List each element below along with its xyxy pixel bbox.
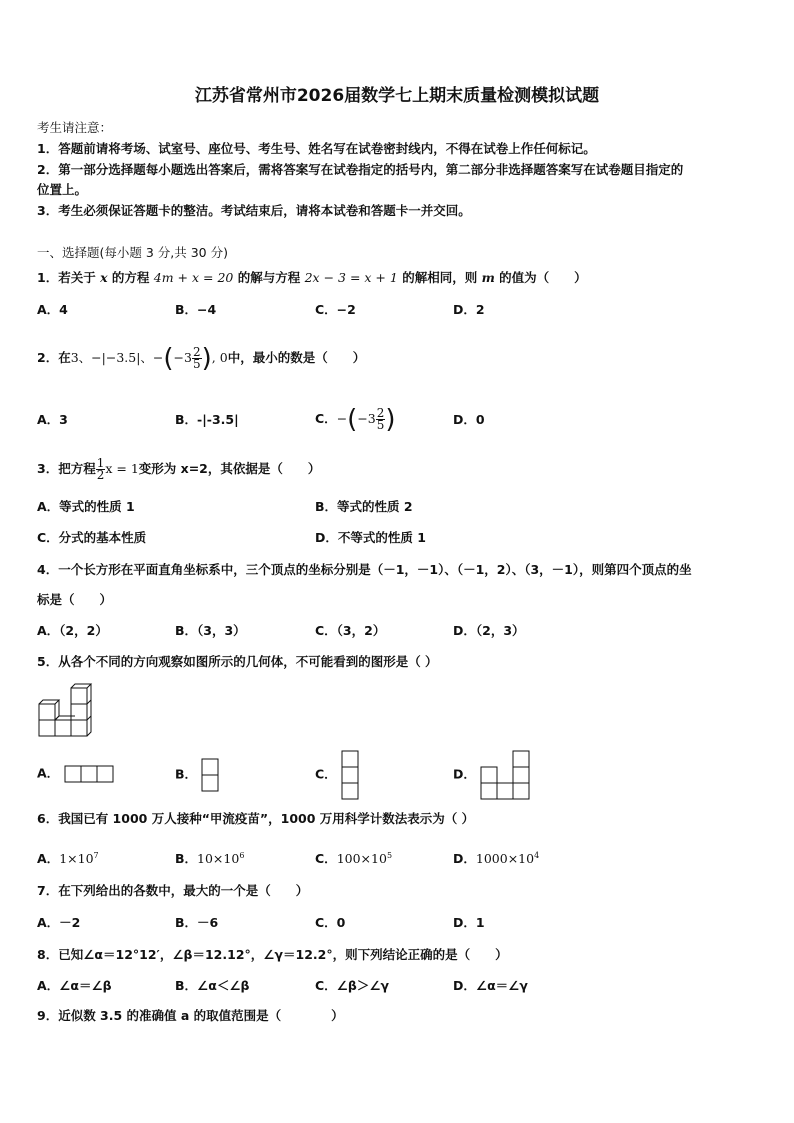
q2-option-c-fraction: [376, 408, 386, 431]
q1-equation-2: 2x − 3 = x + 1: [304, 270, 398, 285]
q5-option-a-shape: [64, 765, 114, 783]
q7-option-d[interactable]: D．1: [453, 915, 485, 930]
q3-fraction: [96, 458, 106, 481]
q6-option-d-label: D．: [453, 851, 476, 867]
question-5-stem: 5．从各个不同的方向观察如图所示的几何体，不可能看到的图形是（ ）: [37, 654, 438, 669]
q6-option-b-base: 10×10: [197, 851, 240, 867]
q2-option-c-right-paren: ): [385, 404, 396, 435]
q3-option-c[interactable]: C．分式的基本性质: [37, 530, 147, 545]
notice-item-2: 2．第一部分选择题每小题选出答案后，需将答案写在试卷指定的括号内，第二部分非选择题答案写在试卷题目指定的: [37, 162, 684, 177]
q6-option-d[interactable]: [453, 848, 539, 867]
q3-option-a[interactable]: A．等式的性质 1: [37, 499, 135, 514]
q2-option-c-label: C．: [315, 411, 337, 426]
question-4-stem-line-1: 4．一个长方形在平面直角坐标系中，三个顶点的坐标分别是（－1，－1）、（－1，2）、（3，－1），则第四个顶点的坐: [37, 562, 692, 577]
q7-option-c[interactable]: C．0: [315, 915, 346, 930]
page-title: 江苏省常州市2026届数学七上期末质量检测模拟试题: [194, 86, 600, 106]
q5-option-b[interactable]: [175, 758, 219, 792]
q2-option-c-num: 2: [376, 406, 385, 420]
q6-option-a-exp: 7: [93, 851, 99, 860]
question-8-stem: 8．已知∠α＝12°12′，∠β＝12.12°，∠γ＝12.2°，则下列结论正确的是（ ）: [37, 947, 508, 962]
q5-option-d-label: D．: [453, 766, 476, 782]
q1-stem-a: 1．若关于: [37, 270, 96, 285]
q4-option-d[interactable]: D．（2，3）: [453, 623, 525, 638]
q4-option-c[interactable]: C．（3，2）: [315, 623, 386, 638]
q2-option-c-inner: −3: [357, 411, 376, 426]
q1-stem-d: 的解相同，则: [402, 270, 478, 285]
q6-option-b-label: B．: [175, 851, 198, 867]
q6-option-c-exp: 5: [386, 851, 393, 860]
q7-option-a[interactable]: A．－2: [37, 915, 81, 930]
q8-option-d[interactable]: D．∠α＝∠γ: [453, 978, 528, 993]
q2-inner: −3: [173, 350, 192, 365]
q2-option-b[interactable]: B．-|-3.5|: [175, 412, 239, 427]
q1-var-x: x: [100, 270, 108, 285]
q6-option-a-base: 1×10: [59, 851, 94, 867]
q1-option-c[interactable]: C．−2: [315, 302, 356, 317]
q1-equation-1: 4m + x = 20: [153, 270, 234, 285]
q6-option-c[interactable]: [315, 848, 392, 867]
question-7-stem: 7．在下列给出的各数中，最大的一个是（ ）: [37, 883, 309, 898]
q2-fraction: [192, 347, 202, 370]
q4-option-a[interactable]: A．（2，2）: [37, 623, 108, 638]
q1-stem-c: 的解与方程: [237, 270, 301, 285]
question-2-stem: [37, 343, 365, 373]
question-4-stem-line-2: 标是（ ）: [37, 592, 113, 607]
section-heading: 一、选择题(每小题 3 分,共 30 分): [37, 245, 228, 260]
q5-option-a-label: A．: [37, 765, 60, 781]
q5-option-a[interactable]: [37, 765, 114, 783]
q8-option-c[interactable]: C．∠β＞∠γ: [315, 978, 390, 993]
q6-option-c-base: 100×10: [336, 851, 387, 867]
q6-option-d-base: 1000×10: [475, 851, 535, 867]
q5-option-c-shape: [341, 750, 359, 800]
q6-option-c-label: C．: [315, 851, 337, 867]
question-1-stem: [37, 270, 587, 286]
q2-stem-a: 2．在: [37, 350, 71, 365]
q6-option-a-label: A．: [37, 851, 60, 867]
q5-option-d[interactable]: [453, 750, 530, 800]
q3-option-d[interactable]: D．不等式的性质 1: [315, 530, 426, 545]
q2-right-paren: ): [201, 343, 212, 374]
notice-item-2-cont: 位置上。: [37, 182, 88, 197]
q3-stem-a: 3．把方程: [37, 461, 96, 476]
q2-tail: , 0: [211, 350, 228, 365]
q2-left-paren: (: [163, 343, 174, 374]
question-3-stem: [37, 455, 320, 483]
q2-option-c-minus: −: [336, 411, 348, 426]
q3-stem-b: 变形为 x=2，其依据是（ ）: [138, 461, 321, 476]
q5-option-b-label: B．: [175, 766, 198, 782]
q7-option-b[interactable]: B．－6: [175, 915, 219, 930]
q5-option-c[interactable]: [315, 750, 359, 800]
notice-item-3: 3．考生必须保证答题卡的整洁。考试结束后，请将本试卷和答题卡一并交回。: [37, 203, 471, 218]
q3-fraction-num: 1: [96, 456, 105, 470]
q6-option-d-exp: 4: [534, 851, 540, 860]
question-6-stem: 6．我国已有 1000 万人接种“甲流疫苗”，1000 万用科学计数法表示为（ ）: [37, 811, 475, 826]
q1-option-d[interactable]: D．2: [453, 302, 485, 317]
q2-stem-b: 中，最小的数是（ ）: [227, 350, 366, 365]
q5-option-c-label: C．: [315, 766, 337, 782]
q1-stem-b: 的方程: [111, 270, 150, 285]
notice-item-1: 1．答题前请将考场、试室号、座位号、考生号、姓名写在试卷密封线内，不得在试卷上作任何标记。: [37, 141, 596, 156]
q1-option-b[interactable]: B．−4: [175, 302, 217, 317]
notice-heading: 考生请注意：: [37, 120, 113, 135]
q2-option-c[interactable]: [315, 399, 396, 439]
q1-option-a[interactable]: A．4: [37, 302, 68, 317]
q5-option-d-shape: [480, 750, 530, 800]
q1-stem-e: 的值为（ ）: [499, 270, 587, 285]
q6-option-a[interactable]: [37, 848, 99, 867]
q4-option-b[interactable]: B．（3，3）: [175, 623, 246, 638]
q2-fraction-den: 5: [192, 357, 201, 371]
q5-option-b-shape: [201, 758, 219, 792]
q3-option-b[interactable]: B．等式的性质 2: [315, 499, 413, 514]
q1-var-m: m: [481, 270, 495, 285]
q5-solid-figure: [37, 683, 93, 739]
q3-fraction-den: 2: [96, 468, 105, 482]
q2-option-a[interactable]: A．3: [37, 412, 68, 427]
q8-option-a[interactable]: A．∠α＝∠β: [37, 978, 112, 993]
q2-option-d[interactable]: D．0: [453, 412, 485, 427]
q6-option-b[interactable]: [175, 848, 244, 867]
q2-option-c-left-paren: (: [347, 404, 358, 435]
q6-option-b-exp: 6: [239, 851, 245, 860]
q2-option-c-den: 5: [376, 418, 385, 432]
q2-number-list: 3、−|−3.5|、−: [70, 350, 164, 365]
q2-fraction-num: 2: [192, 345, 201, 359]
q3-equation: x = 1: [105, 461, 139, 476]
question-9-stem: 9．近似数 3.5 的准确值 a 的取值范围是（ ）: [37, 1008, 344, 1023]
q8-option-b[interactable]: B．∠α＜∠β: [175, 978, 250, 993]
